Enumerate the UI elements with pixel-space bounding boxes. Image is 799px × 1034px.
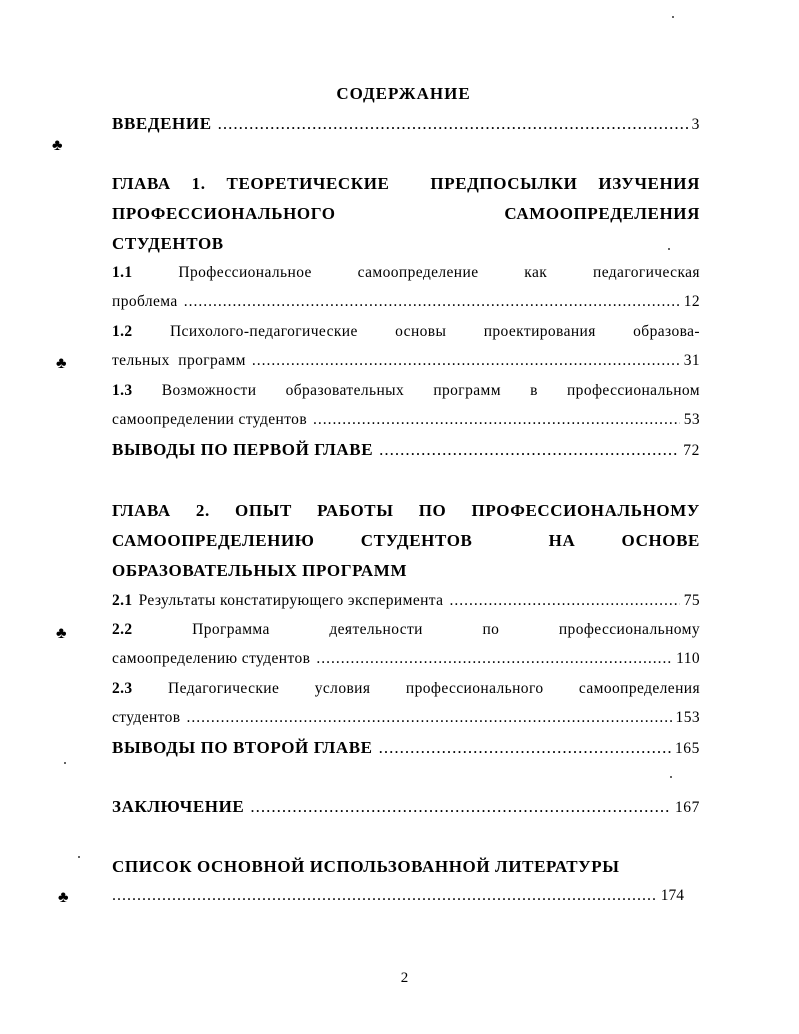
- scan-mark-icon: ♣: [56, 625, 67, 642]
- toc-section-2-3-line1[interactable]: 2.3 Педагогические условия профессионального самоопределения: [112, 680, 700, 697]
- page-title: СОДЕРЖАНИЕ: [336, 84, 471, 103]
- toc-entry-chapter1-conclusion[interactable]: [112, 440, 700, 460]
- dot-leader: [184, 293, 680, 311]
- toc-entry-page: 153: [675, 709, 700, 726]
- section-number: 1.3: [112, 382, 133, 399]
- toc-entry-page: 3: [691, 116, 700, 133]
- toc-entry-chapter2-conclusion[interactable]: [112, 738, 700, 758]
- toc-section-2-1[interactable]: 2.1 Результаты констатирующего эксперимента ..... 75: [112, 592, 700, 610]
- dot-leader: [250, 797, 671, 817]
- scan-mark-icon: ♣: [56, 355, 67, 372]
- scan-speck: [670, 776, 672, 778]
- dot-leader: [379, 738, 671, 758]
- dot-leader: [379, 440, 679, 460]
- scan-speck: [672, 16, 674, 18]
- toc-section-1-3-line1[interactable]: 1.3 Возможности образовательных программ в профессиональном: [112, 382, 700, 399]
- dot-leader: [218, 114, 688, 134]
- toc-entry-page: 174: [660, 887, 684, 904]
- toc-entry-conclusion[interactable]: [112, 797, 700, 817]
- toc-entry-page: 75: [683, 592, 700, 609]
- chapter1-heading-line2: ПРОФЕССИОНАЛЬНОГО САМООПРЕДЕЛЕНИЯ: [112, 204, 700, 223]
- section-number: 2.2: [112, 621, 133, 638]
- toc-section-1-1-line2[interactable]: проблема ..... 12: [112, 293, 700, 311]
- toc-section-1-2-line2[interactable]: тельных программ ..... 31: [112, 352, 700, 370]
- toc-section-2-2-line2[interactable]: самоопределению студентов ..... 110: [112, 650, 700, 668]
- toc-entry-page: 110: [676, 650, 700, 667]
- chapter2-heading-line1: ГЛАВА 2. ОПЫТ РАБОТЫ ПО ПРОФЕССИОНАЛЬНОМУ: [112, 501, 700, 520]
- scan-speck: [64, 762, 66, 764]
- section-number: 2.1: [112, 592, 133, 609]
- toc-section-1-1-line1[interactable]: 1.1 Профессиональное самоопределение как педагогическая: [112, 264, 700, 281]
- section-number: 1.2: [112, 323, 133, 340]
- toc-section-2-3-line2[interactable]: студентов ..... 153: [112, 709, 700, 727]
- toc-entry-label: ВЫВОДЫ ПО ВТОРОЙ ГЛАВЕ: [112, 738, 373, 757]
- toc-entry-page: 12: [683, 293, 700, 310]
- chapter1-heading-line1: ГЛАВА 1. ТЕОРЕТИЧЕСКИЕ ПРЕДПОСЫЛКИ ИЗУЧЕНИЯ: [112, 174, 700, 193]
- toc-entry-intro[interactable]: [112, 114, 700, 134]
- dot-leader: [112, 887, 657, 905]
- chapter2-heading-line3: ОБРАЗОВАТЕЛЬНЫХ ПРОГРАММ: [112, 561, 408, 580]
- scan-speck: [668, 248, 670, 250]
- section-number: 1.1: [112, 264, 133, 281]
- toc-entry-label: ЗАКЛЮЧЕНИЕ: [112, 797, 245, 816]
- toc-entry-references-page[interactable]: [112, 887, 684, 905]
- toc-section-1-2-line1[interactable]: 1.2 Психолого-педагогические основы проектирования образова-: [112, 323, 700, 340]
- scan-speck: [78, 856, 80, 858]
- dot-leader: [449, 592, 679, 610]
- scan-mark-icon: ♣: [58, 889, 69, 906]
- dot-leader: [313, 411, 680, 429]
- toc-entry-label: ВЫВОДЫ ПО ПЕРВОЙ ГЛАВЕ: [112, 440, 374, 459]
- toc-entry-page: 167: [674, 799, 700, 816]
- toc-entry-label: ВВЕДЕНИЕ: [112, 114, 212, 133]
- dot-leader: [252, 352, 680, 370]
- chapter1-heading-line3: СТУДЕНТОВ: [112, 234, 224, 253]
- page-number: 2: [400, 970, 409, 986]
- toc-section-2-2-line1[interactable]: 2.2 Программа деятельности по профессиональному: [112, 621, 700, 638]
- section-number: 2.3: [112, 680, 133, 697]
- toc-entry-page: 31: [683, 352, 700, 369]
- chapter2-heading-line2: САМООПРЕДЕЛЕНИЮ СТУДЕНТОВ НА ОСНОВЕ: [112, 531, 700, 550]
- toc-entry-references-label[interactable]: СПИСОК ОСНОВНОЙ ИСПОЛЬЗОВАННОЙ ЛИТЕРАТУРЫ: [112, 857, 620, 876]
- dot-leader: [316, 650, 672, 668]
- toc-entry-page: 165: [674, 740, 700, 757]
- toc-section-1-3-line2[interactable]: самоопределении студентов ..... 53: [112, 411, 700, 429]
- dot-leader: [187, 709, 672, 727]
- toc-entry-page: 72: [683, 442, 700, 459]
- scan-mark-icon: ♣: [52, 137, 63, 154]
- toc-entry-page: 53: [683, 411, 700, 428]
